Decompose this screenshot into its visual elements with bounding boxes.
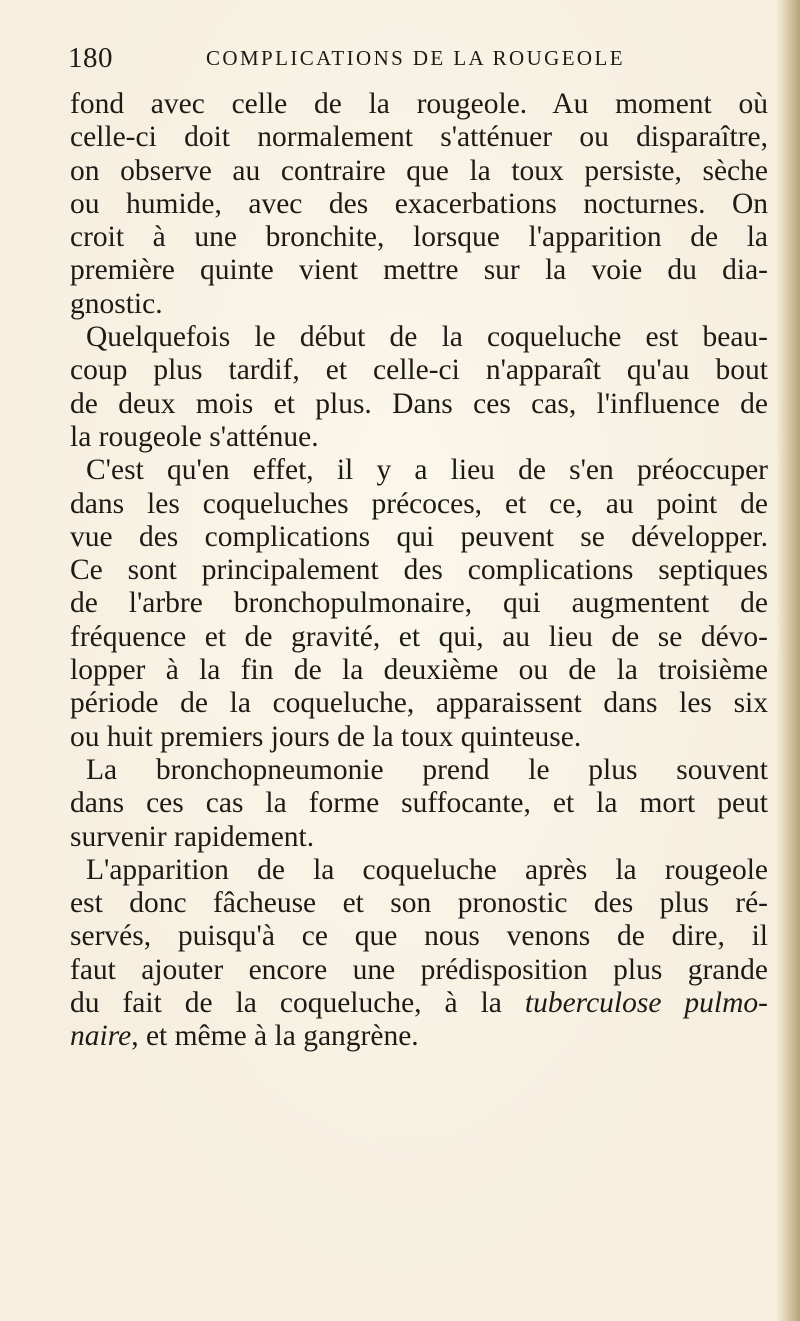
text-line: vue des complications qui peuvent se développer. [70,520,768,553]
text-line: première quinte vient mettre sur la voie du dia- [70,254,768,287]
text-line: coup plus tardif, et celle-ci n'apparaît qu'au bout [70,354,768,387]
page-edge-shadow [776,0,800,1321]
text-line: L'apparition de la coqueluche après la rougeole [86,853,768,886]
text-line: survenir rapidement. [70,820,315,853]
text-fragment: du fait de la coqueluche, à la [70,987,502,1020]
text-line: dans ces cas la forme suffocante, et la mort peut [70,787,768,820]
text-line: faut ajouter encore une prédisposition plus grande [70,953,768,986]
text-line: La bronchopneumonie prend le plus souvent [86,753,768,786]
text-line: C'est qu'en effet, il y a lieu de s'en préoccuper [86,454,768,487]
text-line: Ce sont principalement des complications septiques [70,554,768,587]
text-line: est donc fâcheuse et son pronostic des plus ré- [70,887,768,920]
running-title: COMPLICATIONS DE LA ROUGEOLE [206,46,625,70]
text-line: dans les coqueluches précoces, et ce, au point de [70,487,768,520]
text-line: ou huit premiers jours de la toux quinteuse. [70,720,582,753]
text-line: période de la coqueluche, apparaissent dans les six [70,687,768,720]
page-number: 180 [68,42,113,74]
text-line: Quelquefois le début de la coqueluche est beau- [86,321,768,354]
text-line: croit à une bronchite, lorsque l'apparition de la [70,221,768,254]
text-line [70,987,768,1020]
running-head [68,38,728,78]
text-fragment: , et même à la gangrène. [131,1020,419,1053]
text-line: servés, puisqu'à ce que nous venons de dire, il [70,920,768,953]
italic-term: naire [70,1020,132,1053]
italic-term: tuberculose pulmo- [524,987,768,1020]
text-line: lopper à la fin de la deuxième ou de la troisième [70,654,768,687]
text-line: de deux mois et plus. Dans ces cas, l'influence de [70,387,768,420]
text-line: fréquence et de gravité, et qui, au lieu de se dévo- [70,620,768,653]
text-line: fond avec celle de la rougeole. Au moment où [70,88,768,120]
text-line: de l'arbre bronchopulmonaire, qui augmentent de [70,587,768,620]
text-line: gnostic. [70,287,163,320]
text-line: la rougeole s'atténue. [70,420,319,453]
text-line: on observe au contraire que la toux persiste, sèche [70,154,768,187]
body-text [70,88,768,1054]
text-line [70,1020,768,1053]
text-line: celle-ci doit normalement s'atténuer ou disparaître, [70,121,768,154]
text-line: ou humide, avec des exacerbations nocturnes. On [70,187,768,220]
